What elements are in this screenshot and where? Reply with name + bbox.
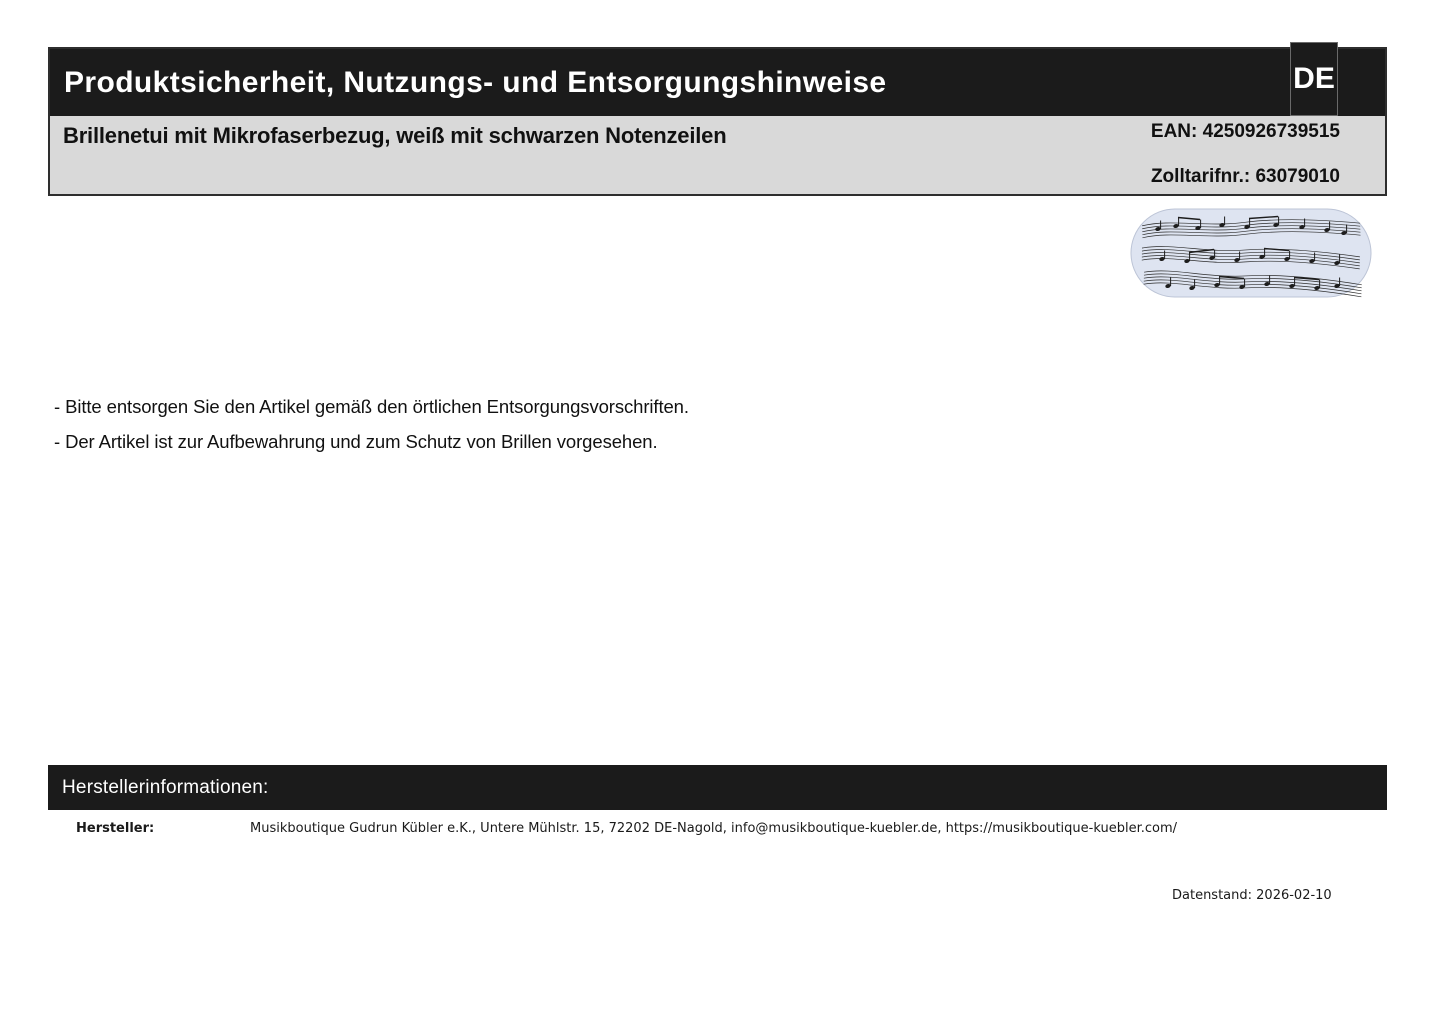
product-name: Brillenetui mit Mikrofaserbezug, weiß mit schwarzen Notenzeilen	[63, 123, 727, 148]
manufacturer-section-bar	[48, 765, 1387, 810]
customs-tariff-code: Zolltarifnr.: 63079010	[1150, 166, 1340, 187]
usage-disposal-notes	[54, 390, 689, 459]
subtitle-bar	[50, 116, 1385, 194]
manufacturer-value: Musikboutique Gudrun Kübler e.K., Untere Mühlstr. 15, 72202 DE-Nagold, info@musikboutique-kuebler.de, https://musikboutique-kuebler.com/	[250, 821, 1177, 836]
manufacturer-heading: Herstellerinformationen:	[62, 776, 269, 798]
note-line: - Der Artikel ist zur Aufbewahrung und zum Schutz von Brillen vorgesehen.	[54, 430, 658, 452]
header-block	[48, 47, 1387, 196]
manufacturer-label: Hersteller:	[76, 821, 155, 836]
product-photo-glasses-case-icon	[1126, 205, 1376, 300]
ean-code: EAN: 4250926739515	[1150, 121, 1340, 142]
language-badge: DE	[1290, 42, 1338, 116]
page-title: Produktsicherheit, Nutzungs- und Entsorgungshinweise	[64, 65, 887, 99]
data-status: Datenstand: 2026-02-10	[1172, 888, 1332, 903]
glasses-case-image	[1126, 205, 1376, 300]
note-line: - Bitte entsorgen Sie den Artikel gemäß den örtlichen Entsorgungsvorschriften.	[54, 396, 689, 417]
title-bar	[50, 49, 1385, 116]
product-codes	[1151, 121, 1340, 188]
